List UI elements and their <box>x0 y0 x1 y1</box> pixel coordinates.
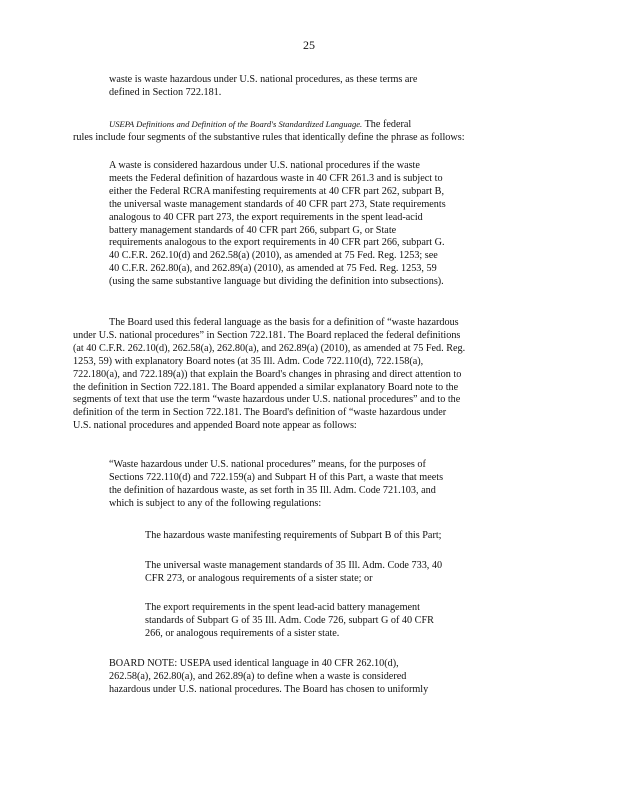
text-line: the definition in Section 722.181. The Board appended a similar explanatory Board note to the <box>73 381 459 393</box>
text-line: “Waste hazardous under U.S. national procedures” means, for the purposes of <box>109 459 426 470</box>
text-fragment: The federal <box>364 119 412 130</box>
text-line: the definition of hazardous waste, as set forth in 35 Ill. Adm. Code 721.103, and <box>109 484 436 496</box>
text-line: The export requirements in the spent lead-acid battery management <box>145 602 420 613</box>
text-line: The hazardous waste manifesting requirements of Subpart B of this Part; <box>145 530 442 541</box>
text-line: The universal waste management standards of 35 Ill. Adm. Code 733, 40 <box>145 560 443 571</box>
text-line <box>73 118 533 132</box>
text-line: The Board used this federal language as the basis for a definition of “waste hazardous <box>109 317 459 328</box>
text-line: standards of Subpart G of 35 Ill. Adm. Code 726, subpart G of 40 CFR <box>145 614 434 626</box>
text-line: analogous to 40 CFR part 273, the export requirements in the spent lead-acid <box>109 211 423 223</box>
text-line: 1253, 59) with explanatory Board notes (at 35 Ill. Adm. Code 722.110(d), 722.158(a), <box>73 355 424 367</box>
text-line: CFR 273, or analogous requirements of a sister state; or <box>145 572 373 584</box>
text-line: segments of text that use the term “waste hazardous under U.S. national procedures” and to the <box>73 394 461 406</box>
board-paragraph <box>73 317 533 433</box>
text-line: hazardous under U.S. national procedures. The Board has chosen to uniformly <box>109 683 429 695</box>
section-heading: USEPA Definitions and Definition of the Board's Standardized Language. <box>109 119 363 129</box>
text-line: 40 C.F.R. 262.80(a), and 262.89(a) (2010), as amended at 75 Fed. Reg. 1253, 59 <box>109 263 437 275</box>
intro-paragraph <box>109 74 473 100</box>
text-line: 266, or analogous requirements of a sister state. <box>145 627 340 639</box>
text-line: (using the same substantive language but dividing the definition into subsections). <box>109 276 444 288</box>
text-line: 722.180(a), and 722.189(a)) that explain the Board's changes in phrasing and direct attention to <box>73 368 462 380</box>
board-note <box>109 658 495 697</box>
text-line: under U.S. national procedures” in Section 722.181. The Board replaced the federal definitions <box>73 329 461 341</box>
text-line: either the Federal RCRA manifesting requirements at 40 CFR part 262, subpart B, <box>109 185 444 197</box>
regulation-item-export <box>145 602 495 641</box>
quoted-board-definition <box>109 459 495 511</box>
federal-paragraph <box>73 118 533 145</box>
text-line: defined in Section 722.181. <box>109 86 222 98</box>
text-line: which is subject to any of the following regulations: <box>109 497 322 509</box>
text-line: meets the Federal definition of hazardous waste in 40 CFR 261.3 and is subject to <box>109 172 443 184</box>
text-line: BOARD NOTE: USEPA used identical language in 40 CFR 262.10(d), <box>109 658 399 669</box>
text-line: Sections 722.110(d) and 722.159(a) and Subpart H of this Part, a waste that meets <box>109 471 444 483</box>
text-line: 262.58(a), 262.80(a), and 262.89(a) to define when a waste is considered <box>109 670 407 682</box>
regulation-item-manifesting <box>145 530 495 543</box>
text-line: U.S. national procedures and appended Board note appear as follows: <box>73 420 357 432</box>
text-line: battery management standards of 40 CFR part 266, subpart G, or State <box>109 224 397 236</box>
text-line: A waste is considered hazardous under U.S. national procedures if the waste <box>109 160 420 171</box>
text-line: waste is waste hazardous under U.S. national procedures, as these terms are <box>109 74 418 85</box>
page-number: 25 <box>303 38 315 52</box>
regulation-item-universal-waste <box>145 560 495 586</box>
text-line: (at 40 C.F.R. 262.10(d), 262.58(a), 262.80(a), and 262.89(a) (2010), as amended at 75 Fed. Reg. <box>73 342 466 354</box>
text-line: definition of the term in Section 722.181. The Board's definition of “waste hazardous under <box>73 407 447 419</box>
text-line: the universal waste management standards of 40 CFR part 273, State requirements <box>109 198 446 210</box>
text-line: 40 C.F.R. 262.10(d) and 262.58(a) (2010), as amended at 75 Fed. Reg. 1253; see <box>109 250 438 262</box>
text-line: requirements analogous to the export requirements in 40 CFR part 266, subpart G. <box>109 237 445 249</box>
quoted-federal-definition <box>109 160 495 289</box>
text-line: rules include four segments of the substantive rules that identically define the phrase as follows: <box>73 131 465 143</box>
